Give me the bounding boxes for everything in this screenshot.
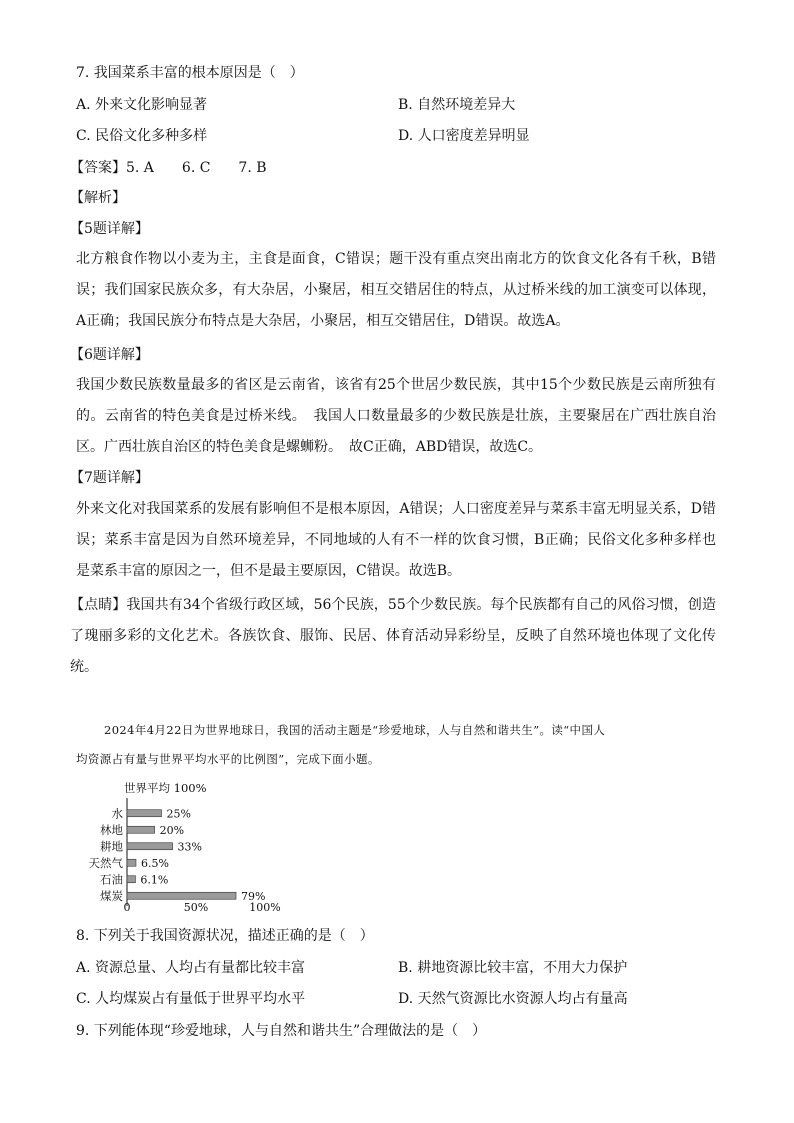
q7-option-a: A. 外来文化影响显著 (76, 97, 208, 113)
q6-detail-text: 我国少数民族数量最多的省区是云南省，该省有25个世居少数民族，其中15个少数民族是云南所独有的。云南省的特色美食是过桥米线。 我国人口数量最多的少数民族是壮族，主要聚居在广西壮族自治区。广西壮族自治区的特色美食是螺蛳粉。 故C正确，ABD错误，故选C。 (76, 377, 716, 455)
q5-detail-label: 【5题详解】 (70, 221, 149, 237)
chart-bar (127, 876, 135, 883)
resource-ratio-chart (70, 774, 300, 919)
chart-value-label: 25% (166, 807, 191, 821)
chart-x-tick-label: 0 (123, 901, 131, 914)
answer-label: 【答案】 (70, 160, 126, 176)
q7-option-d: D. 人口密度差异明显 (398, 128, 530, 144)
chart-bar (127, 826, 155, 833)
chart-category-label: 林地 (100, 822, 123, 837)
chart-category-label: 天然气 (88, 855, 123, 870)
q9-stem: 9. 下列能体现“珍爱地球，人与自然和谐共生”合理做法的是（ ） (76, 1023, 487, 1039)
chart-bar (127, 892, 236, 899)
chart-bar (127, 810, 162, 817)
chart-reference-label: 世界平均 100% (124, 781, 207, 795)
chart-value-label: 33% (177, 840, 202, 854)
dianjing-text: 我国共有34个省级行政区域，56个民族，55个少数民族。每个民族都有自己的风俗习惯，创造了瑰丽多彩的文化艺术。各族饮食、服饰、民居、体育活动异彩纷呈，反映了自然环境也体现了文化传统。 (70, 597, 716, 675)
q8-option-a: A. 资源总量、人均占有量都比较丰富 (76, 960, 306, 976)
q7-detail-text: 外来文化对我国菜系的发展有影响但不是根本原因，A错误；人口密度差异与菜系丰富无明显关系，D错误；菜系丰富是因为自然环境差异，不同地域的人有不一样的饮食习惯，B正确；民俗文化多种多样也是菜系丰富的原因之一，但不是最主要原因，C错误。故选B。 (76, 501, 716, 579)
q8-option-c: C. 人均煤炭占有量低于世界平均水平 (76, 991, 306, 1007)
q8-option-b: B. 耕地资源比较丰富，不用大力保护 (398, 960, 628, 976)
q8-stem: 8. 下列关于我国资源状况，描述正确的是（ ） (76, 928, 374, 944)
q6-detail-label: 【6题详解】 (70, 347, 149, 363)
chart-value-label: 20% (159, 823, 185, 837)
chart-x-tick-label: 100% (249, 901, 281, 914)
chart-value-label: 79% (241, 889, 266, 903)
chart-bar (127, 843, 173, 850)
chart-x-tick-label: 50% (183, 901, 209, 914)
chart-category-label: 水 (111, 806, 123, 821)
dianjing-paragraph (70, 590, 716, 683)
answer-text: 5. A 6. C 7. B (126, 160, 267, 176)
intro-line-2: 均资源占有量与世界平均水平的比例图”，完成下面小题。 (76, 752, 380, 766)
q7-option-b: B. 自然环境差异大 (398, 97, 516, 113)
analysis-label: 【解析】 (70, 190, 126, 206)
chart-value-label: 6.5% (140, 856, 169, 870)
chart-category-label: 煤炭 (100, 888, 123, 903)
q7-option-c: C. 民俗文化多种多样 (76, 128, 208, 144)
dianjing-label: 【点睛】 (70, 597, 127, 613)
chart-value-label: 6.1% (140, 873, 169, 887)
q8-option-d: D. 天然气资源比水资源人均占有量高 (398, 991, 628, 1007)
chart-category-label: 石油 (100, 872, 123, 887)
answer-line (70, 158, 267, 178)
intro-line-1: 2024年4月22日为世界地球日，我国的活动主题是“珍爱地球，人与自然和谐共生”。读“中国人 (104, 723, 606, 737)
chart-bar (127, 859, 136, 866)
chart-category-label: 耕地 (100, 839, 123, 854)
q7-detail-label: 【7题详解】 (70, 470, 149, 486)
q7-stem: 7. 我国菜系丰富的根本原因是（ ） (76, 65, 304, 81)
q5-detail-text: 北方粮食作物以小麦为主，主食是面食，C错误；题干没有重点突出南北方的饮食文化各有千秋，B错误；我们国家民族众多，有大杂居，小聚居，相互交错居住的特点，从过桥米线的加工演变可以体现，A正确；我国民族分布特点是大杂居，小聚居，相互交错居住，D错误。故选A。 (76, 251, 716, 329)
